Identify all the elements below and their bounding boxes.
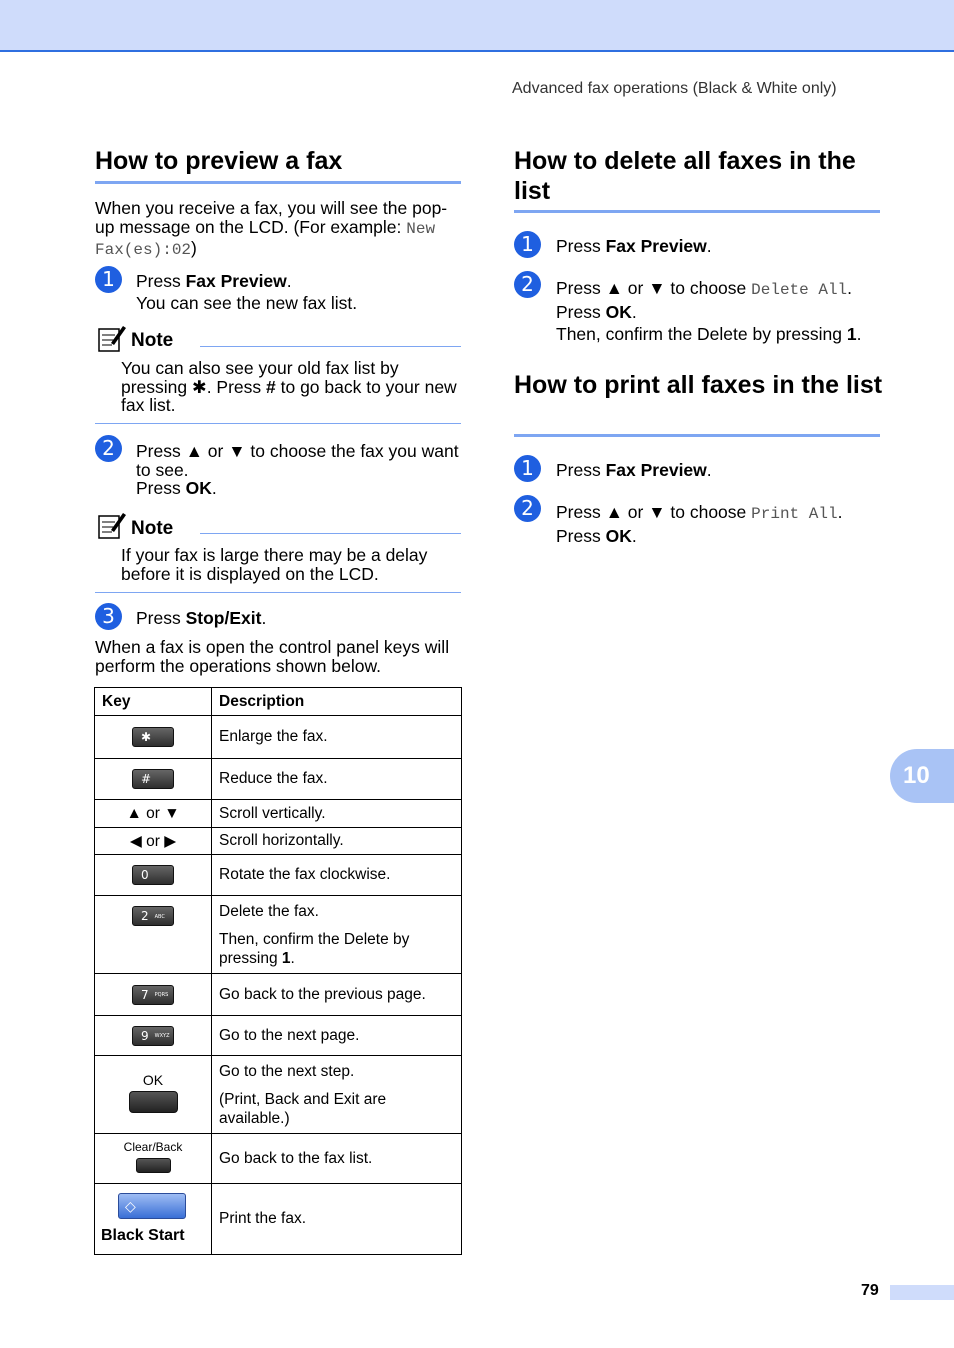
chapter-tab: 10: [890, 749, 954, 803]
step-badge-2: 2: [95, 435, 122, 462]
page-bar: [890, 1285, 954, 1300]
up-down-arrows: ▲ or ▼: [95, 800, 212, 828]
note-rule: [200, 346, 461, 347]
table-header-key: Key: [95, 688, 212, 716]
intro-paragraph: When you receive a fax, you will see the pop-up message on the LCD. (For example: New Fax(es):02): [95, 198, 448, 259]
table-row: 7 PQRS Go back to the previous page.: [95, 974, 462, 1016]
table-row: ◀ or ▶ Scroll horizontally.: [95, 828, 462, 855]
section-title-print: How to print all faxes in the list: [514, 371, 883, 399]
print-step-1-text: Press Fax Preview.: [556, 460, 712, 480]
running-header: Advanced fax operations (Black & White only): [512, 80, 837, 97]
table-row: Clear/Back Go back to the fax list.: [95, 1134, 462, 1184]
step-badge-1: 1: [95, 266, 122, 293]
table-row: 9 WXYZ Go to the next page.: [95, 1016, 462, 1056]
note-icon: [97, 323, 127, 353]
table-row: 0 Rotate the fax clockwise.: [95, 855, 462, 896]
step-2-text: Press ▲ or ▼ to choose the fax you want to see. Press OK.: [136, 441, 459, 498]
left-right-arrows: ◀ or ▶: [95, 828, 212, 855]
step-1-text: Press Fax Preview. You can see the new fax list.: [136, 271, 358, 313]
section-title-delete: How to delete all faxes in the list: [514, 147, 856, 205]
note-1-body: You can also see your old fax list by pressing ✱. Press # to go back to your new fax list.: [121, 358, 457, 415]
black-start-key-icon: ◇: [118, 1193, 186, 1219]
delete-step-1-text: Press Fax Preview.: [556, 236, 712, 256]
table-row: ▲ or ▼ Scroll vertically.: [95, 800, 462, 828]
note-2-body: If your fax is large there may be a delay before it is displayed on the LCD.: [121, 545, 428, 584]
key-table: [94, 687, 462, 1255]
print-step-2-text: Press ▲ or ▼ to choose Print All. Press OK.: [556, 502, 843, 546]
note-title: Note: [131, 330, 174, 351]
lcd-option-print-all: Print All: [751, 505, 838, 523]
table-row: ◇ Black Start Print the fax.: [95, 1184, 462, 1255]
seven-key-icon: 7 PQRS: [132, 985, 174, 1005]
step-badge-2: 2: [514, 271, 541, 298]
two-key-icon: 2 ABC: [132, 906, 174, 926]
step-badge-1: 1: [514, 231, 541, 258]
step-badge-1: 1: [514, 455, 541, 482]
star-key-icon: ✱: [132, 727, 174, 747]
top-band: [0, 0, 954, 52]
title-rule: [514, 210, 880, 213]
hash-key-icon: #: [132, 769, 174, 789]
zero-key-icon: 0: [132, 865, 174, 885]
step-3-text: Press Stop/Exit.: [136, 608, 267, 628]
title-rule: [95, 181, 461, 184]
note-bottom-rule: [95, 592, 461, 593]
section-title-preview: How to preview a fax: [95, 147, 343, 175]
step-badge-2: 2: [514, 495, 541, 522]
table-row: OK Go to the next step. (Print, Back and Exit are available.): [95, 1056, 462, 1134]
lcd-option-delete-all: Delete All: [751, 281, 848, 299]
ok-key-icon: OK: [129, 1072, 178, 1118]
nine-key-icon: 9 WXYZ: [132, 1026, 174, 1046]
page-number: 79: [861, 1282, 879, 1299]
delete-step-2-text: Press ▲ or ▼ to choose Delete All. Press OK. Then, confirm the Delete by pressing 1.: [556, 278, 862, 344]
table-row: ✱ Enlarge the fax.: [95, 716, 462, 759]
table-row: 2 ABC Delete the fax. Then, confirm the Delete by pressing 1.: [95, 896, 462, 974]
step-badge-3: 3: [95, 603, 122, 630]
note-title: Note: [131, 518, 174, 539]
star-key-icon: ✱: [192, 376, 207, 397]
note-bottom-rule: [95, 423, 461, 424]
title-rule: [514, 434, 880, 437]
table-intro: When a fax is open the control panel keys will perform the operations shown below.: [95, 637, 450, 676]
note-icon: [97, 510, 127, 540]
table-row: # Reduce the fax.: [95, 759, 462, 800]
clear-back-key-icon: Clear/Back: [124, 1140, 183, 1178]
lcd-example: New Fax(es):02: [95, 220, 436, 259]
table-header-description: Description: [212, 688, 462, 716]
note-rule: [200, 533, 461, 534]
